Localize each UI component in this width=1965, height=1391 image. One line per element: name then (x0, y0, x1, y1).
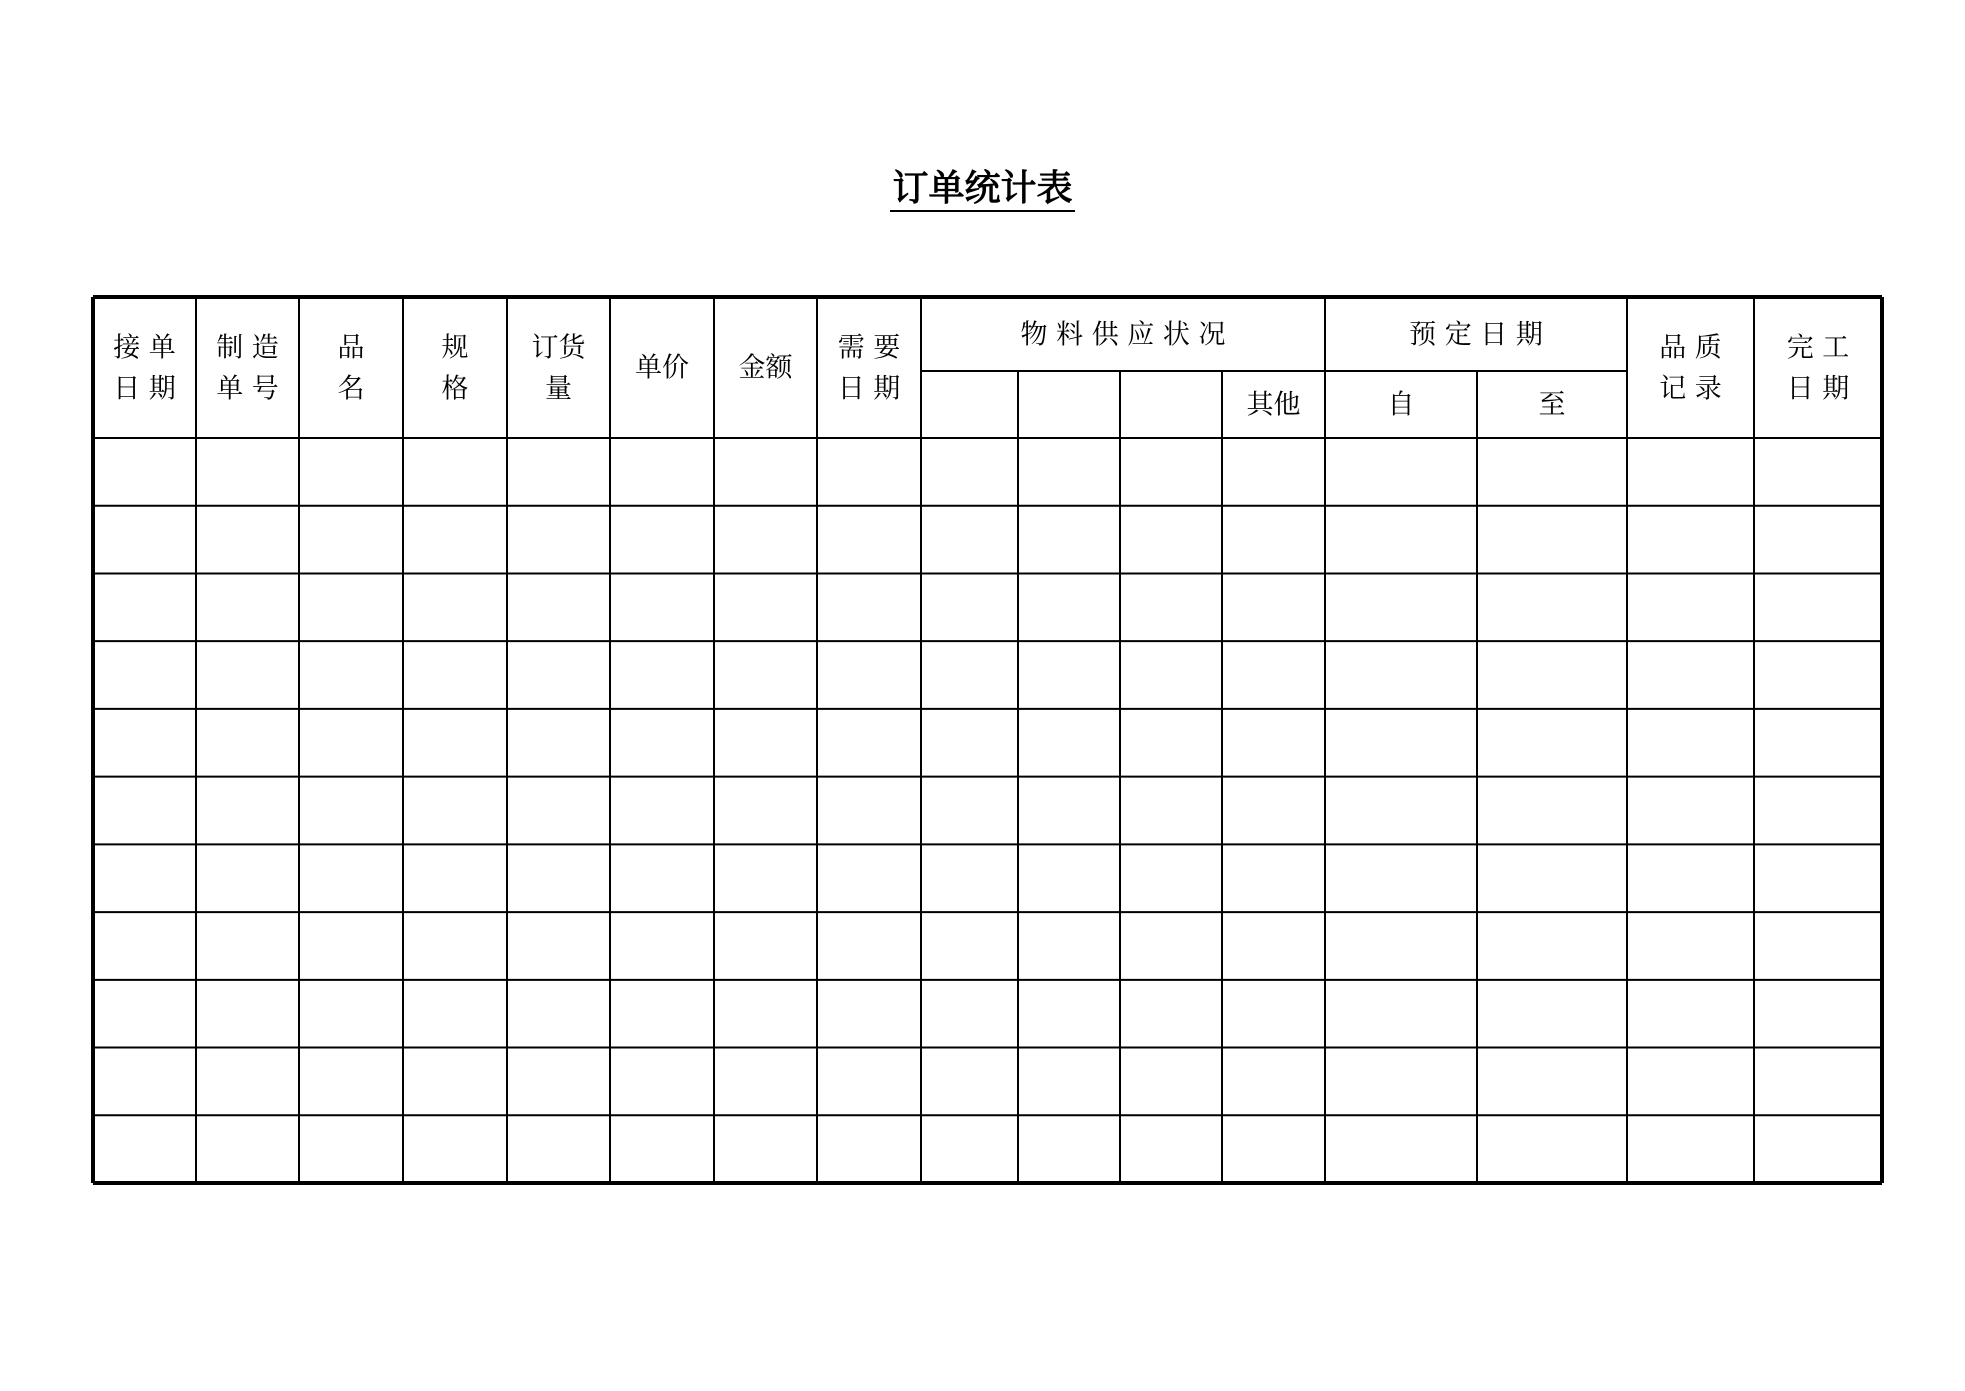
header-required-date-line2: 日 期 (837, 373, 901, 405)
table-grid (93, 297, 1882, 1183)
header-material-supply: 物 料 供 应 状 况 (1020, 319, 1226, 351)
header-receive-date-line1: 接 单 (113, 332, 176, 364)
header-amount: 金额 (738, 352, 793, 384)
header-scheduled-from: 自 (1387, 389, 1415, 421)
header-product-name-line1: 品 (337, 332, 365, 364)
header-material-other: 其他 (1246, 389, 1301, 421)
header-quality-record-line2: 记 录 (1659, 373, 1722, 405)
header-unit-price: 单价 (635, 352, 689, 384)
header-product-name-line2: 名 (337, 373, 365, 405)
header-order-quantity-line1: 订货 (531, 332, 586, 364)
header-specification-line2: 格 (441, 373, 469, 405)
page-title-text: 订单统计表 (890, 168, 1074, 212)
header-manufacture-no-line2: 单 号 (216, 373, 279, 405)
header-quality-record-line1: 品 质 (1659, 332, 1722, 364)
header-completion-date-line1: 完 工 (1786, 332, 1850, 364)
header-specification-line1: 规 (441, 332, 469, 364)
header-required-date-line1: 需 要 (837, 332, 901, 364)
header-scheduled-to: 至 (1538, 389, 1566, 421)
header-scheduled-date: 预 定 日 期 (1409, 319, 1543, 351)
header-order-quantity-line2: 量 (545, 373, 572, 405)
header-receive-date-line2: 日 期 (113, 373, 176, 405)
header-manufacture-no-line1: 制 造 (216, 332, 279, 364)
header-completion-date-line2: 日 期 (1786, 373, 1850, 405)
